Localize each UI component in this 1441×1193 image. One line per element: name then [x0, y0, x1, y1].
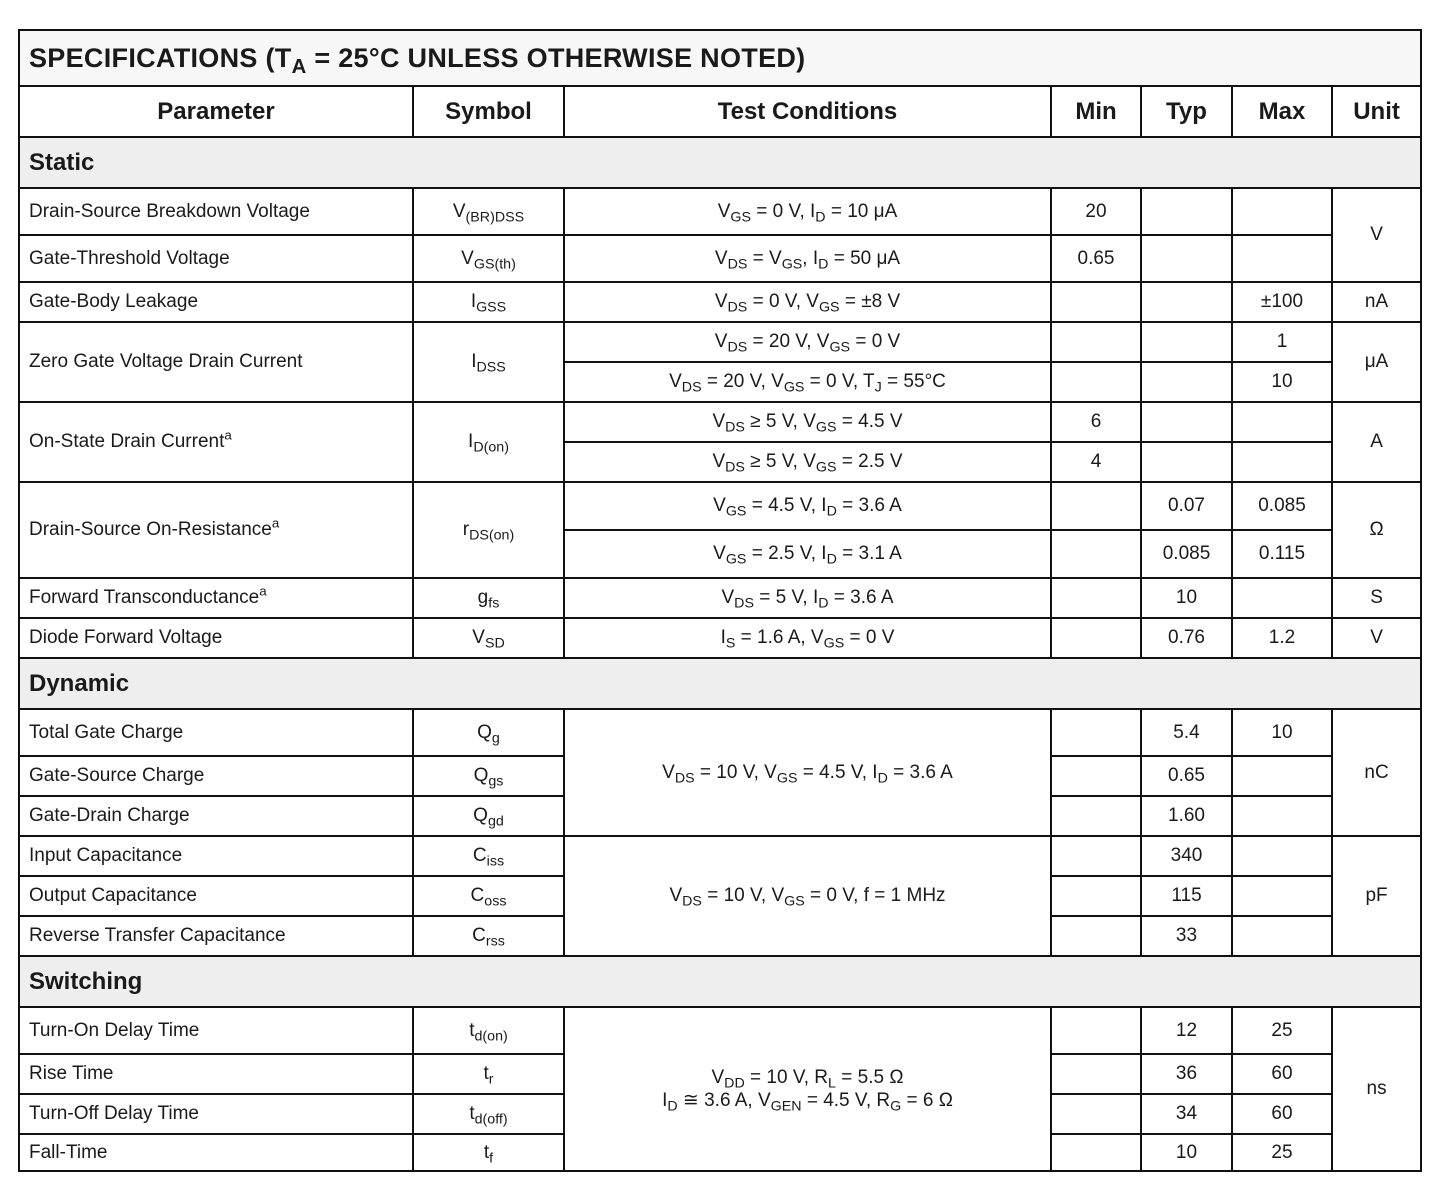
max-cell: 10 — [1232, 362, 1332, 402]
header-test-conditions: Test Conditions — [564, 86, 1051, 137]
unit-cell: V — [1332, 188, 1421, 282]
condition-cell: $V_{GS} = 0$ V, $I_D = 10$ μA — [564, 188, 1051, 235]
typ-cell — [1141, 442, 1232, 482]
max-cell — [1232, 876, 1332, 916]
typ-cell: 33 — [1141, 916, 1232, 956]
typ-cell: 1.60 — [1141, 796, 1232, 836]
max-cell: ±100 — [1232, 282, 1332, 322]
typ-cell — [1141, 282, 1232, 322]
typ-cell: 0.085 — [1141, 530, 1232, 578]
table-title: SPECIFICATIONS ($T_A = 25^\circ C$ UNLESS OTHERWISE NOTED) — [19, 30, 1421, 86]
unit-cell: S — [1332, 578, 1421, 618]
table-row — [19, 836, 1421, 876]
header-unit: Unit — [1332, 86, 1421, 137]
table-row — [19, 482, 1421, 530]
typ-cell: 34 — [1141, 1094, 1232, 1134]
param-cell: Drain-Source On-Resistance$^a$ — [19, 482, 413, 578]
symbol-cell: $I_{GSS}$ — [413, 282, 564, 322]
unit-cell: ns — [1332, 1007, 1421, 1171]
symbol-cell: $g_{fs}$ — [413, 578, 564, 618]
param-cell: Rise Time — [19, 1054, 413, 1094]
typ-cell: 0.65 — [1141, 756, 1232, 796]
symbol-cell: $r_{DS(on)}$ — [413, 482, 564, 578]
max-cell: 0.085 — [1232, 482, 1332, 530]
symbol-cell: $V_{(BR)DSS}$ — [413, 188, 564, 235]
max-cell — [1232, 188, 1332, 235]
section-dynamic: Dynamic — [19, 658, 1421, 709]
max-cell — [1232, 578, 1332, 618]
symbol-cell: $Q_{gd}$ — [413, 796, 564, 836]
symbol-cell: $t_r$ — [413, 1054, 564, 1094]
unit-cell: nC — [1332, 709, 1421, 836]
min-cell — [1051, 282, 1141, 322]
param-cell: Turn-On Delay Time — [19, 1007, 413, 1054]
param-cell: Input Capacitance — [19, 836, 413, 876]
table-row — [19, 578, 1421, 618]
condition-cell: $V_{DS} \ge 5$ V, $V_{GS} = 2.5$ V — [564, 442, 1051, 482]
min-cell — [1051, 362, 1141, 402]
symbol-cell: $I_{D(on)}$ — [413, 402, 564, 482]
min-cell: 4 — [1051, 442, 1141, 482]
unit-cell: nA — [1332, 282, 1421, 322]
min-cell — [1051, 322, 1141, 362]
symbol-cell: $I_{DSS}$ — [413, 322, 564, 402]
table-row — [19, 282, 1421, 322]
condition-cell: $V_{DS} = V_{GS}$, $I_D = 50$ μA — [564, 235, 1051, 282]
param-cell: Diode Forward Voltage — [19, 618, 413, 658]
header-max: Max — [1232, 86, 1332, 137]
symbol-cell: $Q_g$ — [413, 709, 564, 756]
param-cell: Gate-Drain Charge — [19, 796, 413, 836]
unit-cell: pF — [1332, 836, 1421, 956]
max-cell — [1232, 796, 1332, 836]
unit-cell: Ω — [1332, 482, 1421, 578]
max-cell: 0.115 — [1232, 530, 1332, 578]
param-cell: Reverse Transfer Capacitance — [19, 916, 413, 956]
typ-cell: 10 — [1141, 578, 1232, 618]
param-cell: Gate-Threshold Voltage — [19, 235, 413, 282]
max-cell: 25 — [1232, 1134, 1332, 1171]
condition-cell: $V_{DS} = 20$ V, $V_{GS} = 0$ V, $T_J = 55^\circ C$ — [564, 362, 1051, 402]
param-cell: On-State Drain Current$^a$ — [19, 402, 413, 482]
unit-cell: μA — [1332, 322, 1421, 402]
table-row — [19, 709, 1421, 756]
header-typ: Typ — [1141, 86, 1232, 137]
typ-cell: 36 — [1141, 1054, 1232, 1094]
typ-cell — [1141, 322, 1232, 362]
param-cell: Total Gate Charge — [19, 709, 413, 756]
unit-cell: V — [1332, 618, 1421, 658]
condition-cell: $V_{DS} = 10$ V, $V_{GS} = 4.5$ V, $I_D = 3.6$ A — [564, 709, 1051, 836]
typ-cell — [1141, 402, 1232, 442]
param-cell: Forward Transconductance$^a$ — [19, 578, 413, 618]
symbol-cell: $V_{SD}$ — [413, 618, 564, 658]
param-cell: Turn-Off Delay Time — [19, 1094, 413, 1134]
typ-cell: 5.4 — [1141, 709, 1232, 756]
max-cell — [1232, 235, 1332, 282]
min-cell — [1051, 756, 1141, 796]
condition-cell: $V_{DS} = 0$ V, $V_{GS} = \pm 8$ V — [564, 282, 1051, 322]
min-cell — [1051, 618, 1141, 658]
param-cell: Zero Gate Voltage Drain Current — [19, 322, 413, 402]
min-cell — [1051, 530, 1141, 578]
symbol-cell: $C_{iss}$ — [413, 836, 564, 876]
max-cell: 10 — [1232, 709, 1332, 756]
min-cell: 6 — [1051, 402, 1141, 442]
max-cell — [1232, 916, 1332, 956]
min-cell — [1051, 836, 1141, 876]
typ-cell: 0.07 — [1141, 482, 1232, 530]
min-cell — [1051, 1007, 1141, 1054]
min-cell — [1051, 578, 1141, 618]
condition-cell: $V_{DS} = 5$ V, $I_D = 3.6$ A — [564, 578, 1051, 618]
condition-cell: $V_{GS} = 2.5$ V, $I_D = 3.1$ A — [564, 530, 1051, 578]
max-cell — [1232, 442, 1332, 482]
min-cell — [1051, 482, 1141, 530]
unit-cell: A — [1332, 402, 1421, 482]
section-switching: Switching — [19, 956, 1421, 1007]
symbol-cell: $Q_{gs}$ — [413, 756, 564, 796]
condition-cell: $V_{DS} = 10$ V, $V_{GS} = 0$ V, f = 1 MHz — [564, 836, 1051, 956]
min-cell — [1051, 1094, 1141, 1134]
symbol-cell: $C_{oss}$ — [413, 876, 564, 916]
symbol-cell: $C_{rss}$ — [413, 916, 564, 956]
typ-cell — [1141, 188, 1232, 235]
condition-cell — [564, 1007, 1051, 1171]
symbol-cell: $t_{d(off)}$ — [413, 1094, 564, 1134]
table-row — [19, 188, 1421, 235]
symbol-cell: $t_f$ — [413, 1134, 564, 1171]
max-cell: 25 — [1232, 1007, 1332, 1054]
specifications-table — [18, 29, 1422, 1172]
min-cell — [1051, 796, 1141, 836]
max-cell — [1232, 402, 1332, 442]
min-cell — [1051, 1134, 1141, 1171]
table-row — [19, 235, 1421, 282]
min-cell — [1051, 916, 1141, 956]
max-cell: 1.2 — [1232, 618, 1332, 658]
table-row — [19, 618, 1421, 658]
symbol-cell: $t_{d(on)}$ — [413, 1007, 564, 1054]
header-min: Min — [1051, 86, 1141, 137]
param-cell: Gate-Source Charge — [19, 756, 413, 796]
min-cell: 0.65 — [1051, 235, 1141, 282]
max-cell: 1 — [1232, 322, 1332, 362]
column-header-row — [19, 86, 1421, 137]
switching-condition-line-1: $V_{DD} = 10$ V, $R_L = 5.5$ Ω — [711, 1066, 904, 1091]
condition-cell: $I_S = 1.6$ A, $V_{GS} = 0$ V — [564, 618, 1051, 658]
condition-cell: $V_{DS} = 20$ V, $V_{GS} = 0$ V — [564, 322, 1051, 362]
header-symbol: Symbol — [413, 86, 564, 137]
min-cell — [1051, 1054, 1141, 1094]
section-static: Static — [19, 137, 1421, 188]
table-row — [19, 1007, 1421, 1054]
typ-cell: 340 — [1141, 836, 1232, 876]
condition-cell: $V_{GS} = 4.5$ V, $I_D = 3.6$ A — [564, 482, 1051, 530]
typ-cell: 10 — [1141, 1134, 1232, 1171]
param-cell: Drain-Source Breakdown Voltage — [19, 188, 413, 235]
param-cell: Gate-Body Leakage — [19, 282, 413, 322]
symbol-cell: $V_{GS(th)}$ — [413, 235, 564, 282]
typ-cell: 12 — [1141, 1007, 1232, 1054]
condition-cell: $V_{DS} \ge 5$ V, $V_{GS} = 4.5$ V — [564, 402, 1051, 442]
max-cell: 60 — [1232, 1094, 1332, 1134]
param-cell: Fall-Time — [19, 1134, 413, 1171]
typ-cell — [1141, 235, 1232, 282]
min-cell: 20 — [1051, 188, 1141, 235]
header-parameter: Parameter — [19, 86, 413, 137]
typ-cell — [1141, 362, 1232, 402]
min-cell — [1051, 876, 1141, 916]
param-cell: Output Capacitance — [19, 876, 413, 916]
typ-cell: 115 — [1141, 876, 1232, 916]
max-cell: 60 — [1232, 1054, 1332, 1094]
table-row — [19, 322, 1421, 362]
max-cell — [1232, 836, 1332, 876]
table-row — [19, 402, 1421, 442]
min-cell — [1051, 709, 1141, 756]
switching-condition-line-2: $I_D$ ≅ 3.6 A, $V_{GEN} = 4.5$ V, $R_G = 6$ Ω — [662, 1089, 953, 1114]
typ-cell: 0.76 — [1141, 618, 1232, 658]
max-cell — [1232, 756, 1332, 796]
